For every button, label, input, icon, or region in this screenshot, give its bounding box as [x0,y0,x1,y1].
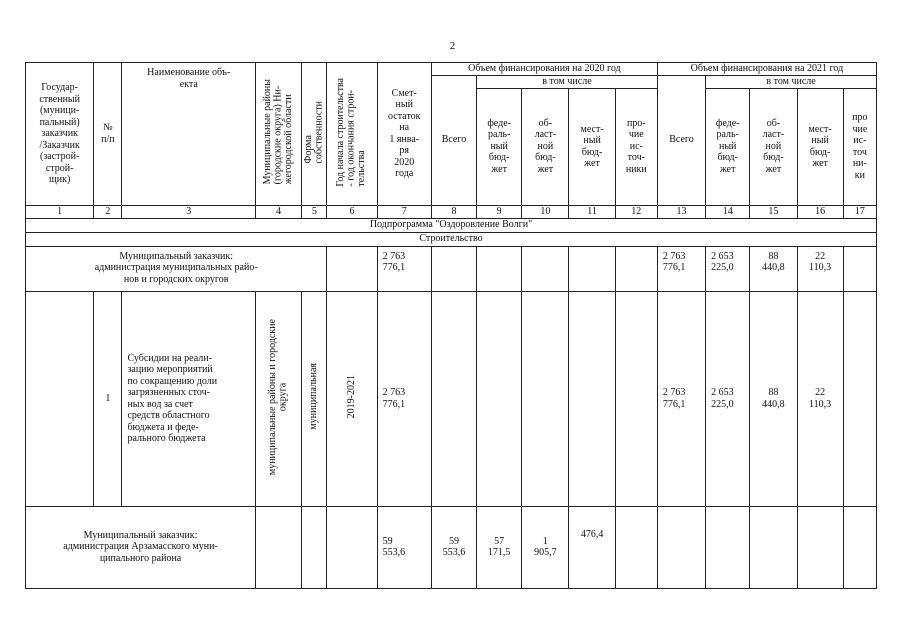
header-estimated-balance: Смет- ный остаток на 1 янва- ря 2020 года [377,63,431,206]
header-customer: Государ- ственный (муници- пальный) заказчик /Заказчик (застрой- строй- щик) [26,63,94,206]
regional-2021-cell: 88 440,8 [750,246,797,291]
table-row [26,291,877,506]
customer-cell [26,291,94,506]
header-other-2021: про чие ис- точ ни- ки [843,88,876,205]
column-number: 10 [522,205,569,218]
num-cell: 1 [94,291,122,506]
column-number: 9 [477,205,522,218]
federal-2020-cell: 57 171,5 [477,506,522,588]
header-federal-2020: феде- раль- ный бюд- жет [477,88,522,205]
column-number: 15 [750,205,797,218]
other-2021-cell [843,291,876,506]
header-other-2020: про- чие ис- точ- ники [615,88,657,205]
years-cell [327,506,377,588]
column-number: 11 [569,205,615,218]
header-regional-2021: об- ласт- ной бюд- жет [750,88,797,205]
column-number: 3 [122,205,256,218]
regional-2020-cell [522,291,569,506]
header-including-2020: в том числе [477,75,658,88]
column-number: 14 [706,205,750,218]
header-ownership: Форма собственности [302,63,327,206]
customer-cell: Муниципальный заказчик: администрация муниципальных райо- нов и городских округов [26,246,327,291]
column-number: 16 [797,205,843,218]
local-2021-cell [797,506,843,588]
district-cell [256,506,302,588]
local-2020-cell [569,291,615,506]
section-title: Строительство [26,232,877,246]
regional-2021-cell: 88 440,8 [750,291,797,506]
regional-2020-cell [522,246,569,291]
balance-cell: 2 763 776,1 [377,291,431,506]
subprogram-title: Подпрограмма "Оздоровление Волги" [26,218,877,232]
column-number: 13 [657,205,705,218]
column-number: 6 [327,205,377,218]
total-2021-cell: 2 763 776,1 [657,291,705,506]
column-number-row [26,205,877,218]
column-number: 8 [431,205,476,218]
customer-cell: Муниципальный заказчик: администрация Арзамасского муни- ципального района [26,506,256,588]
years-cell: 2019-2021 [327,291,377,506]
header-object-name: Наименование объ- екта [122,63,256,206]
balance-cell: 2 763 776,1 [377,246,431,291]
federal-2020-cell [477,291,522,506]
other-2021-cell [843,246,876,291]
header-federal-2021: феде- раль- ный бюд- жет [706,88,750,205]
table-row [26,246,877,291]
column-number: 12 [615,205,657,218]
header-num: № п/п [94,63,122,206]
header-total-2020: Всего [431,75,476,205]
table-row [26,506,877,588]
header-municipal-districts: Муниципальные районы (городские округа) Ни- жегородской области [256,63,302,206]
local-2020-cell [569,246,615,291]
header-funding-2020: Объем финансирования на 2020 год [431,63,657,76]
local-2021-cell: 22 110,3 [797,246,843,291]
other-2021-cell [843,506,876,588]
column-number: 7 [377,205,431,218]
federal-2021-cell [706,506,750,588]
header-total-2021: Всего [657,75,705,205]
balance-cell: 59 553,6 [377,506,431,588]
federal-2020-cell [477,246,522,291]
local-2021-cell: 22 110,3 [797,291,843,506]
total-2020-cell [431,291,476,506]
total-2020-cell [431,246,476,291]
federal-2021-cell: 2 653 225,0 [706,291,750,506]
other-2020-cell [615,506,657,588]
regional-2020-cell: 1 905,7 [522,506,569,588]
header-funding-2021: Объем финансирования на 2021 год [657,63,876,76]
financing-table [25,62,877,589]
column-number: 1 [26,205,94,218]
column-number: 4 [256,205,302,218]
header-regional-2020: об- ласт- ной бюд- жет [522,88,569,205]
header-including-2021: в том числе [706,75,877,88]
district-cell: муниципальные районы и городские округа [256,291,302,506]
header-local-2020: мест- ный бюд- жет [569,88,615,205]
column-number: 17 [843,205,876,218]
total-2021-cell [657,506,705,588]
object-name-cell: Субсидии на реали- зацию мероприятий по сокращению доли загрязненных сточ- ных вод за счет средств областного бюджета и феде- рального бюджета [122,291,256,506]
header-local-2021: мест- ный бюд- жет [797,88,843,205]
total-2020-cell: 59 553,6 [431,506,476,588]
header-years: Год начала строительства - год окончания строи- тельства [327,63,377,206]
other-2020-cell [615,246,657,291]
page-number: 2 [449,40,456,52]
total-2021-cell: 2 763 776,1 [657,246,705,291]
column-number: 2 [94,205,122,218]
local-2020-cell: 476,4 [569,506,615,588]
other-2020-cell [615,291,657,506]
federal-2021-cell: 2 653 225,0 [706,246,750,291]
column-number: 5 [302,205,327,218]
years-cell [327,246,377,291]
ownership-cell [302,506,327,588]
regional-2021-cell [750,506,797,588]
ownership-cell: муниципальная [302,291,327,506]
